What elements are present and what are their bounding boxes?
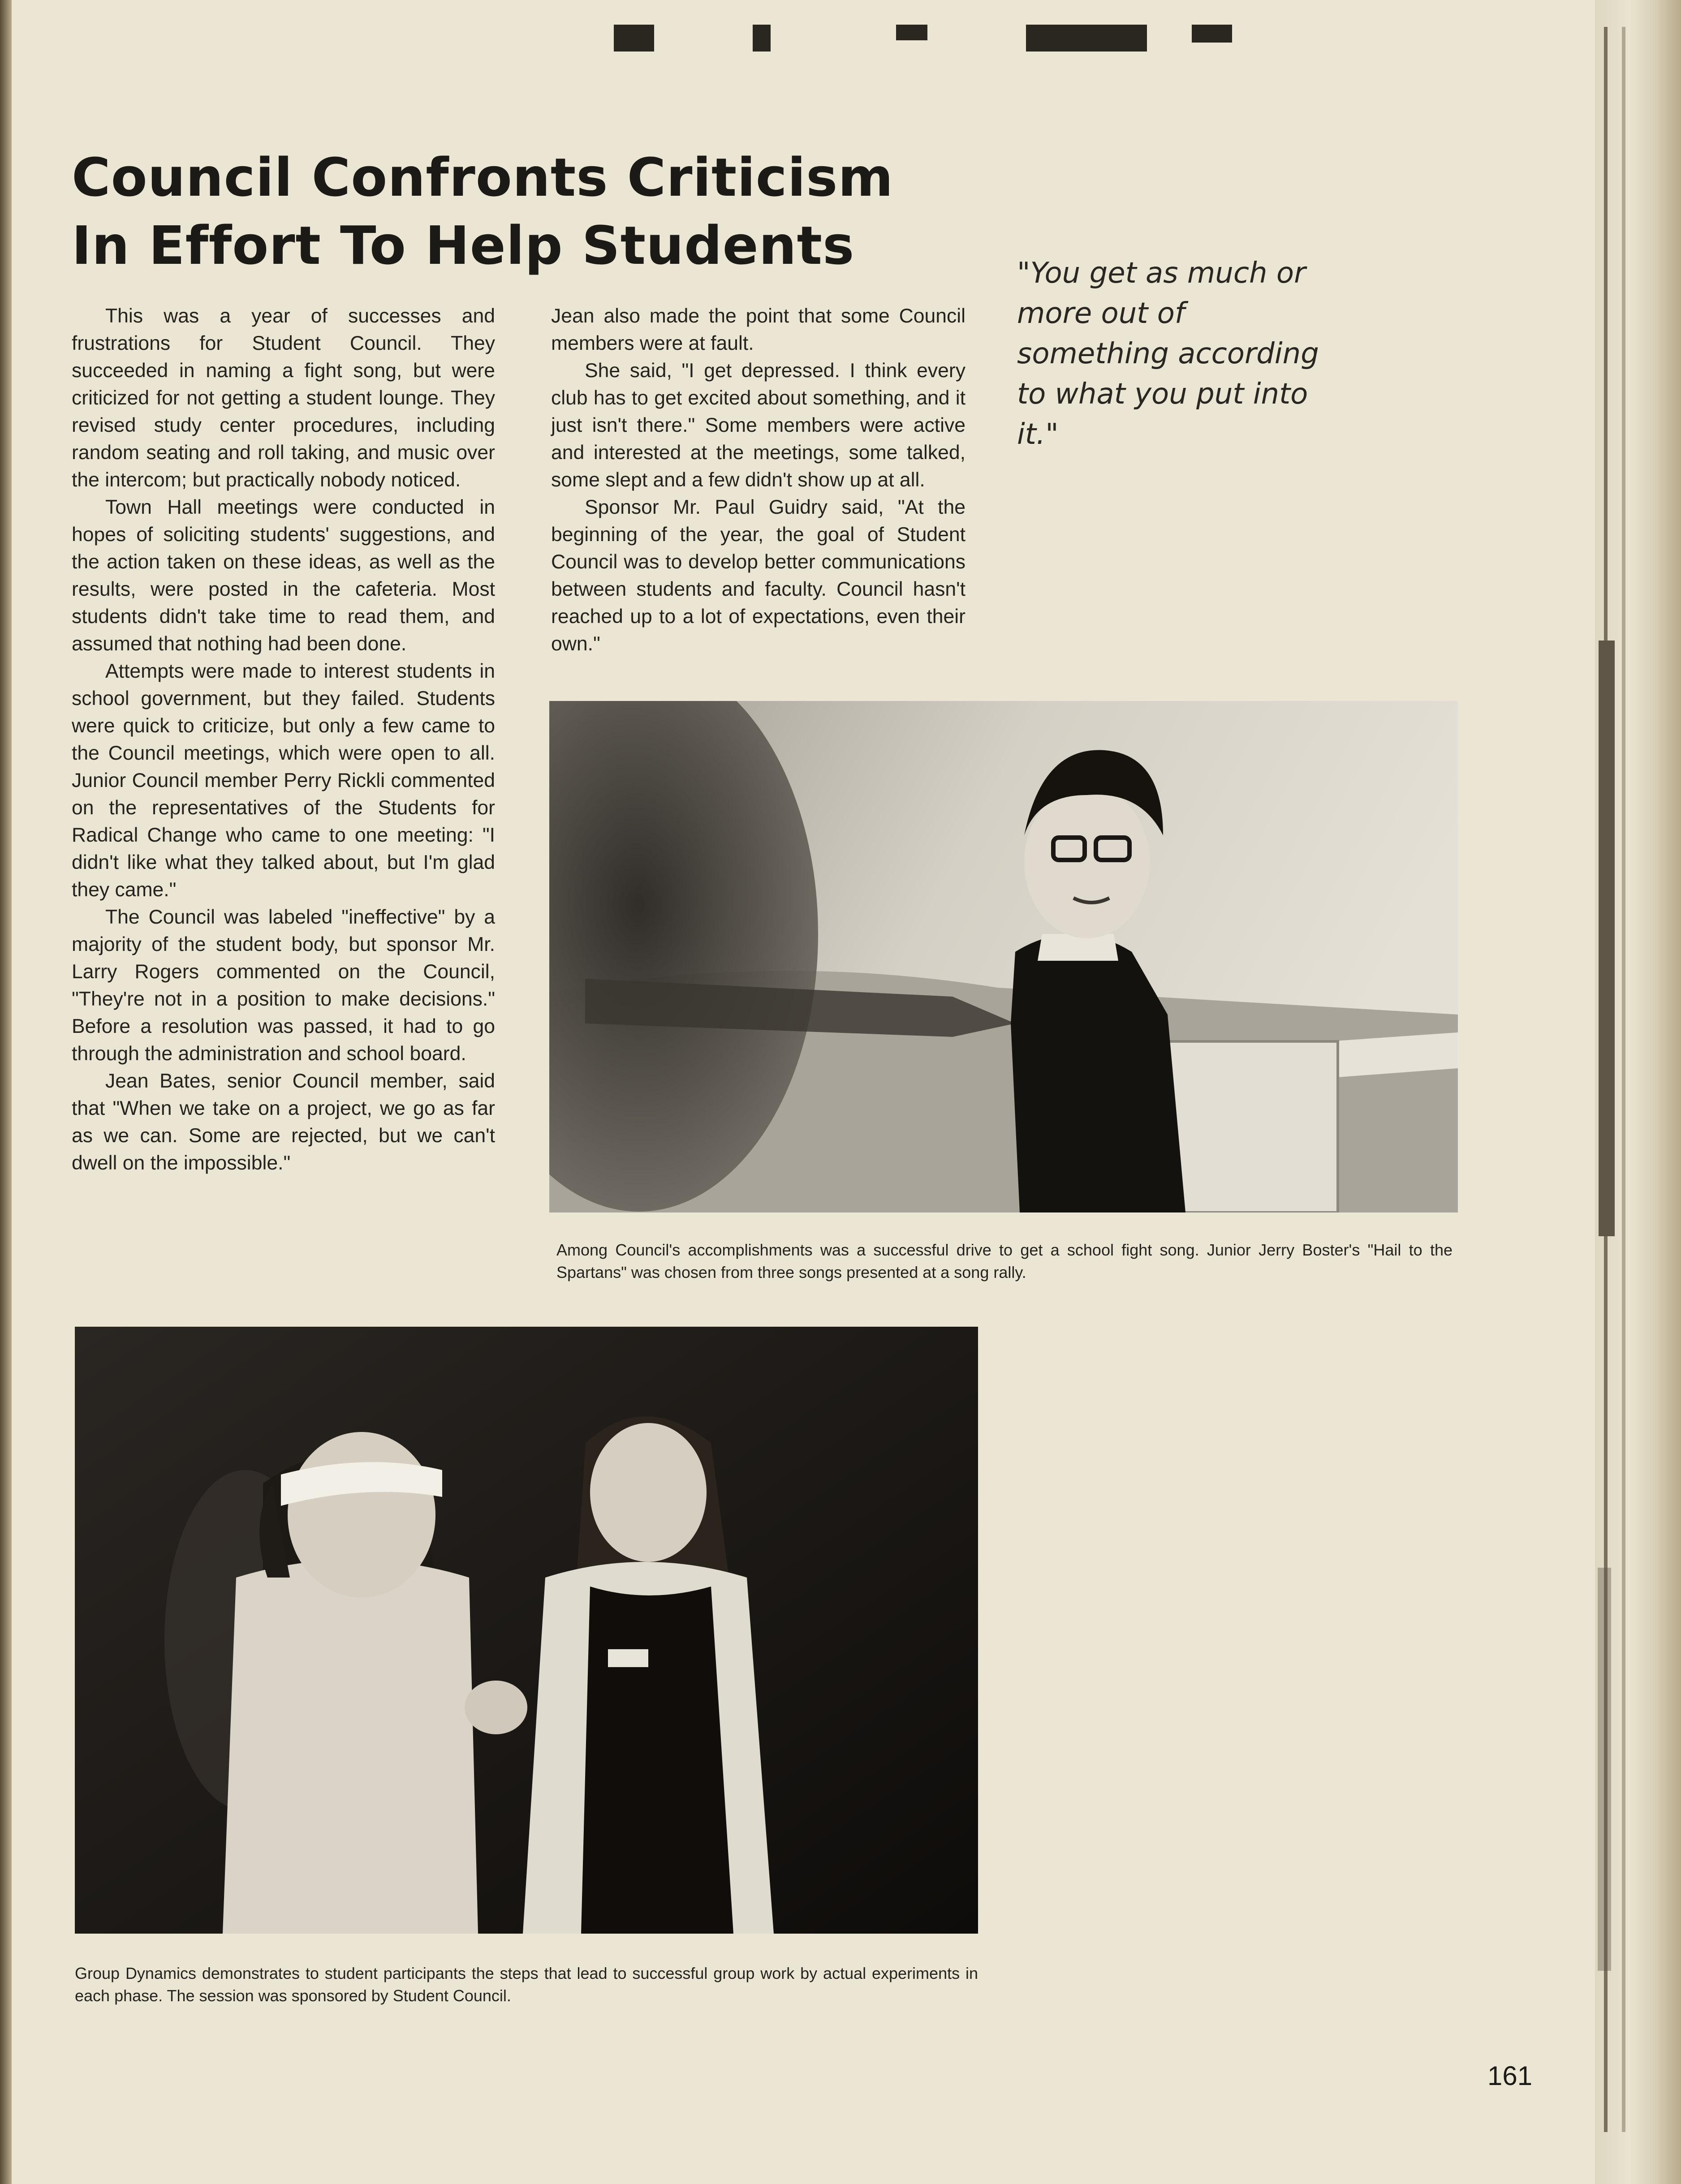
edge-tab-mark (1598, 1568, 1611, 1971)
article-column-2 (551, 302, 965, 658)
paragraph: She said, "I get depressed. I think every club has to get excited about something, and it just isn't there." Some members were active and interested at the meetings, some talked, some slept and a few didn't show up at all. (551, 360, 965, 491)
pull-quote: "You get as much or more out of something according to what you put into it." (1017, 257, 1319, 451)
top-photo-caption: Among Council's accomplishments was a successful drive to get a school fight song. Junior Jerry Boster's "Hail to the Spartans" was chosen from three songs presented at a song rally. (556, 1241, 1453, 1281)
photo-fight-song-student-image (549, 701, 1458, 1212)
paragraph: Jean also made the point that some Council members were at fault. (551, 305, 965, 354)
edge-tab-mark (1599, 641, 1615, 1236)
paragraph: Jean Bates, senior Council member, said that "When we take on a project, we go as far as we can. Some are rejected, but we can't dwell on the impossible." (72, 1070, 495, 1174)
right-page-edge (1595, 0, 1681, 2184)
headline-line-2: In Effort To Help Students (72, 215, 855, 276)
photo-group-dynamics (75, 1327, 978, 1934)
torn-heading-remnant (1192, 25, 1232, 43)
photo-fight-song-student (549, 701, 1458, 1212)
torn-heading-remnant (896, 25, 927, 40)
article-column-1 (72, 302, 495, 1177)
paragraph: Attempts were made to interest students in school government, but they failed. Students were quick to criticize, but only a few came to the Council meetings, which were open to all. Junior Council member Perry Rickli commented on the representatives of the Students for Radical Change who came to one meeting: "I didn't like what they talked about, but I'm glad they came." (72, 660, 495, 901)
torn-heading-remnant (614, 25, 654, 52)
torn-heading-remnant (1026, 25, 1147, 52)
photo-group-dynamics-image (75, 1327, 978, 1934)
paragraph: The Council was labeled "ineffective" by a majority of the student body, but sponsor Mr. Larry Rogers commented on the Council, "They're not in a position to make decisions." Before a resolution was passed, it had to go through the administration and school board. (72, 906, 495, 1065)
torn-heading-remnant (753, 25, 771, 52)
edge-line (1622, 27, 1625, 2132)
article-headline (72, 143, 1013, 279)
paragraph: Sponsor Mr. Paul Guidry said, "At the beginning of the year, the goal of Student Council was to develop better communications between students and faculty. Council hasn't reached up to a lot of expectations, even their own." (551, 496, 965, 655)
bottom-photo-caption: Group Dynamics demonstrates to student participants the steps that lead to successful group work by actual experiments in each phase. The session was sponsored by Student Council. (75, 1964, 978, 2005)
binding-left-edge (0, 0, 12, 2184)
paragraph: This was a year of successes and frustrations for Student Council. They succeeded in naming a fight song, but were criticized for not getting a student lounge. They revised study center procedures, including random seating and roll taking, and music over the intercom; but practically nobody noticed. (72, 305, 495, 491)
page-number: 161 (1487, 2061, 1533, 2091)
headline-line-1: Council Confronts Criticism (72, 146, 894, 208)
paragraph: Town Hall meetings were conducted in hopes of soliciting students' suggestions, and the action taken on these ideas, as well as the results, were posted in the cafeteria. Most students didn't take time to read them, and assumed that nothing had been done. (72, 496, 495, 655)
